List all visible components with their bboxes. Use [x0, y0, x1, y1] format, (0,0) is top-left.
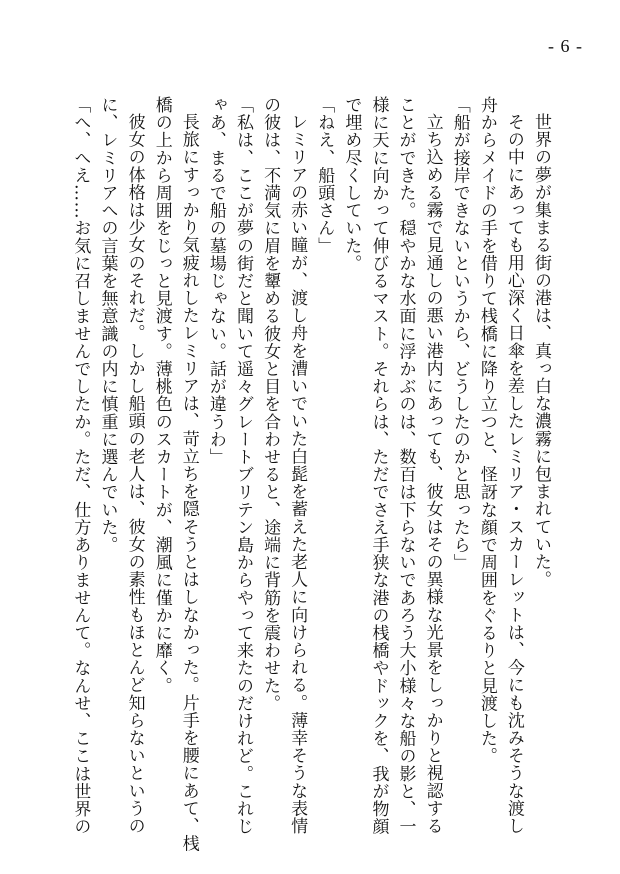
- text-line: 世界の夢が集まる街の港は、真っ白な濃霧に包まれていた。: [531, 113, 551, 589]
- text-line: 舟からメイドの手を借りて桟橋に降り立つと、怪訝な顔で周囲をぐるりと見渡した。: [476, 96, 497, 765]
- text-line: 長旅にすっかり気疲れしたレミリアは、苛立ちを隠そうとはしなかった。片手を腰にあて、桟: [178, 113, 199, 853]
- text-line: 「船が接岸できないというから、どうしたのかと思ったら」: [449, 96, 470, 572]
- text-line: 「私は、ここが夢の街だと聞いて遥々グレートブリテン島からやって来たのだけれど。これじ: [232, 96, 253, 836]
- text-line: の彼は、不満気に眉を顰める彼女と目を合わせると、途端に背筋を震わせた。: [260, 96, 281, 712]
- text-line: 橋の上から周囲をじっと見渡す。薄桃色のスカートが、潮風に僅かに靡く。: [151, 96, 172, 695]
- text-line: ことができた。穏やかな水面に浮かぶのは、数百は下らないであろう大小様々な船の影と、一: [395, 96, 416, 836]
- text-line: 「へ、へえ……お気に召しませんでしたか。ただ、仕方ありませんて。なんせ、ここは世界の: [70, 96, 91, 836]
- text-line: レミリアの赤い瞳が、渡し舟を漕いでいた白髭を蓄えた老人に向けられる。薄幸そうな表情: [287, 113, 308, 835]
- text-line: その中にあっても用心深く日傘を差したレミリア・スカーレットは、今にも沈みそうな渡し: [503, 113, 524, 835]
- text-line: で埋め尽くしていた。: [341, 96, 362, 272]
- text-line: 様に天に向かって伸びるマスト。それらは、ただでさえ手狭な港の桟橋やドックを、我が物顔: [368, 96, 389, 836]
- text-line: に、レミリアへの言葉を無意識の内に慎重に選んでいた。: [97, 96, 118, 554]
- text-line: 立ち込める霧で見通しの悪い港内にあっても、彼女はその異様な光景をしっかりと視認する: [422, 113, 443, 835]
- page-number: - 6 -: [548, 36, 583, 56]
- body-text: [66, 96, 554, 853]
- text-line: 「ねえ、船頭さん」: [314, 96, 335, 255]
- text-line: ゃあ、まるで船の墓場じゃない。話が違うわ」: [205, 96, 226, 466]
- text-line: 彼女の体格は少女のそれだ。しかし船頭の老人は、彼女の素性もほとんど知らないというの: [124, 113, 145, 835]
